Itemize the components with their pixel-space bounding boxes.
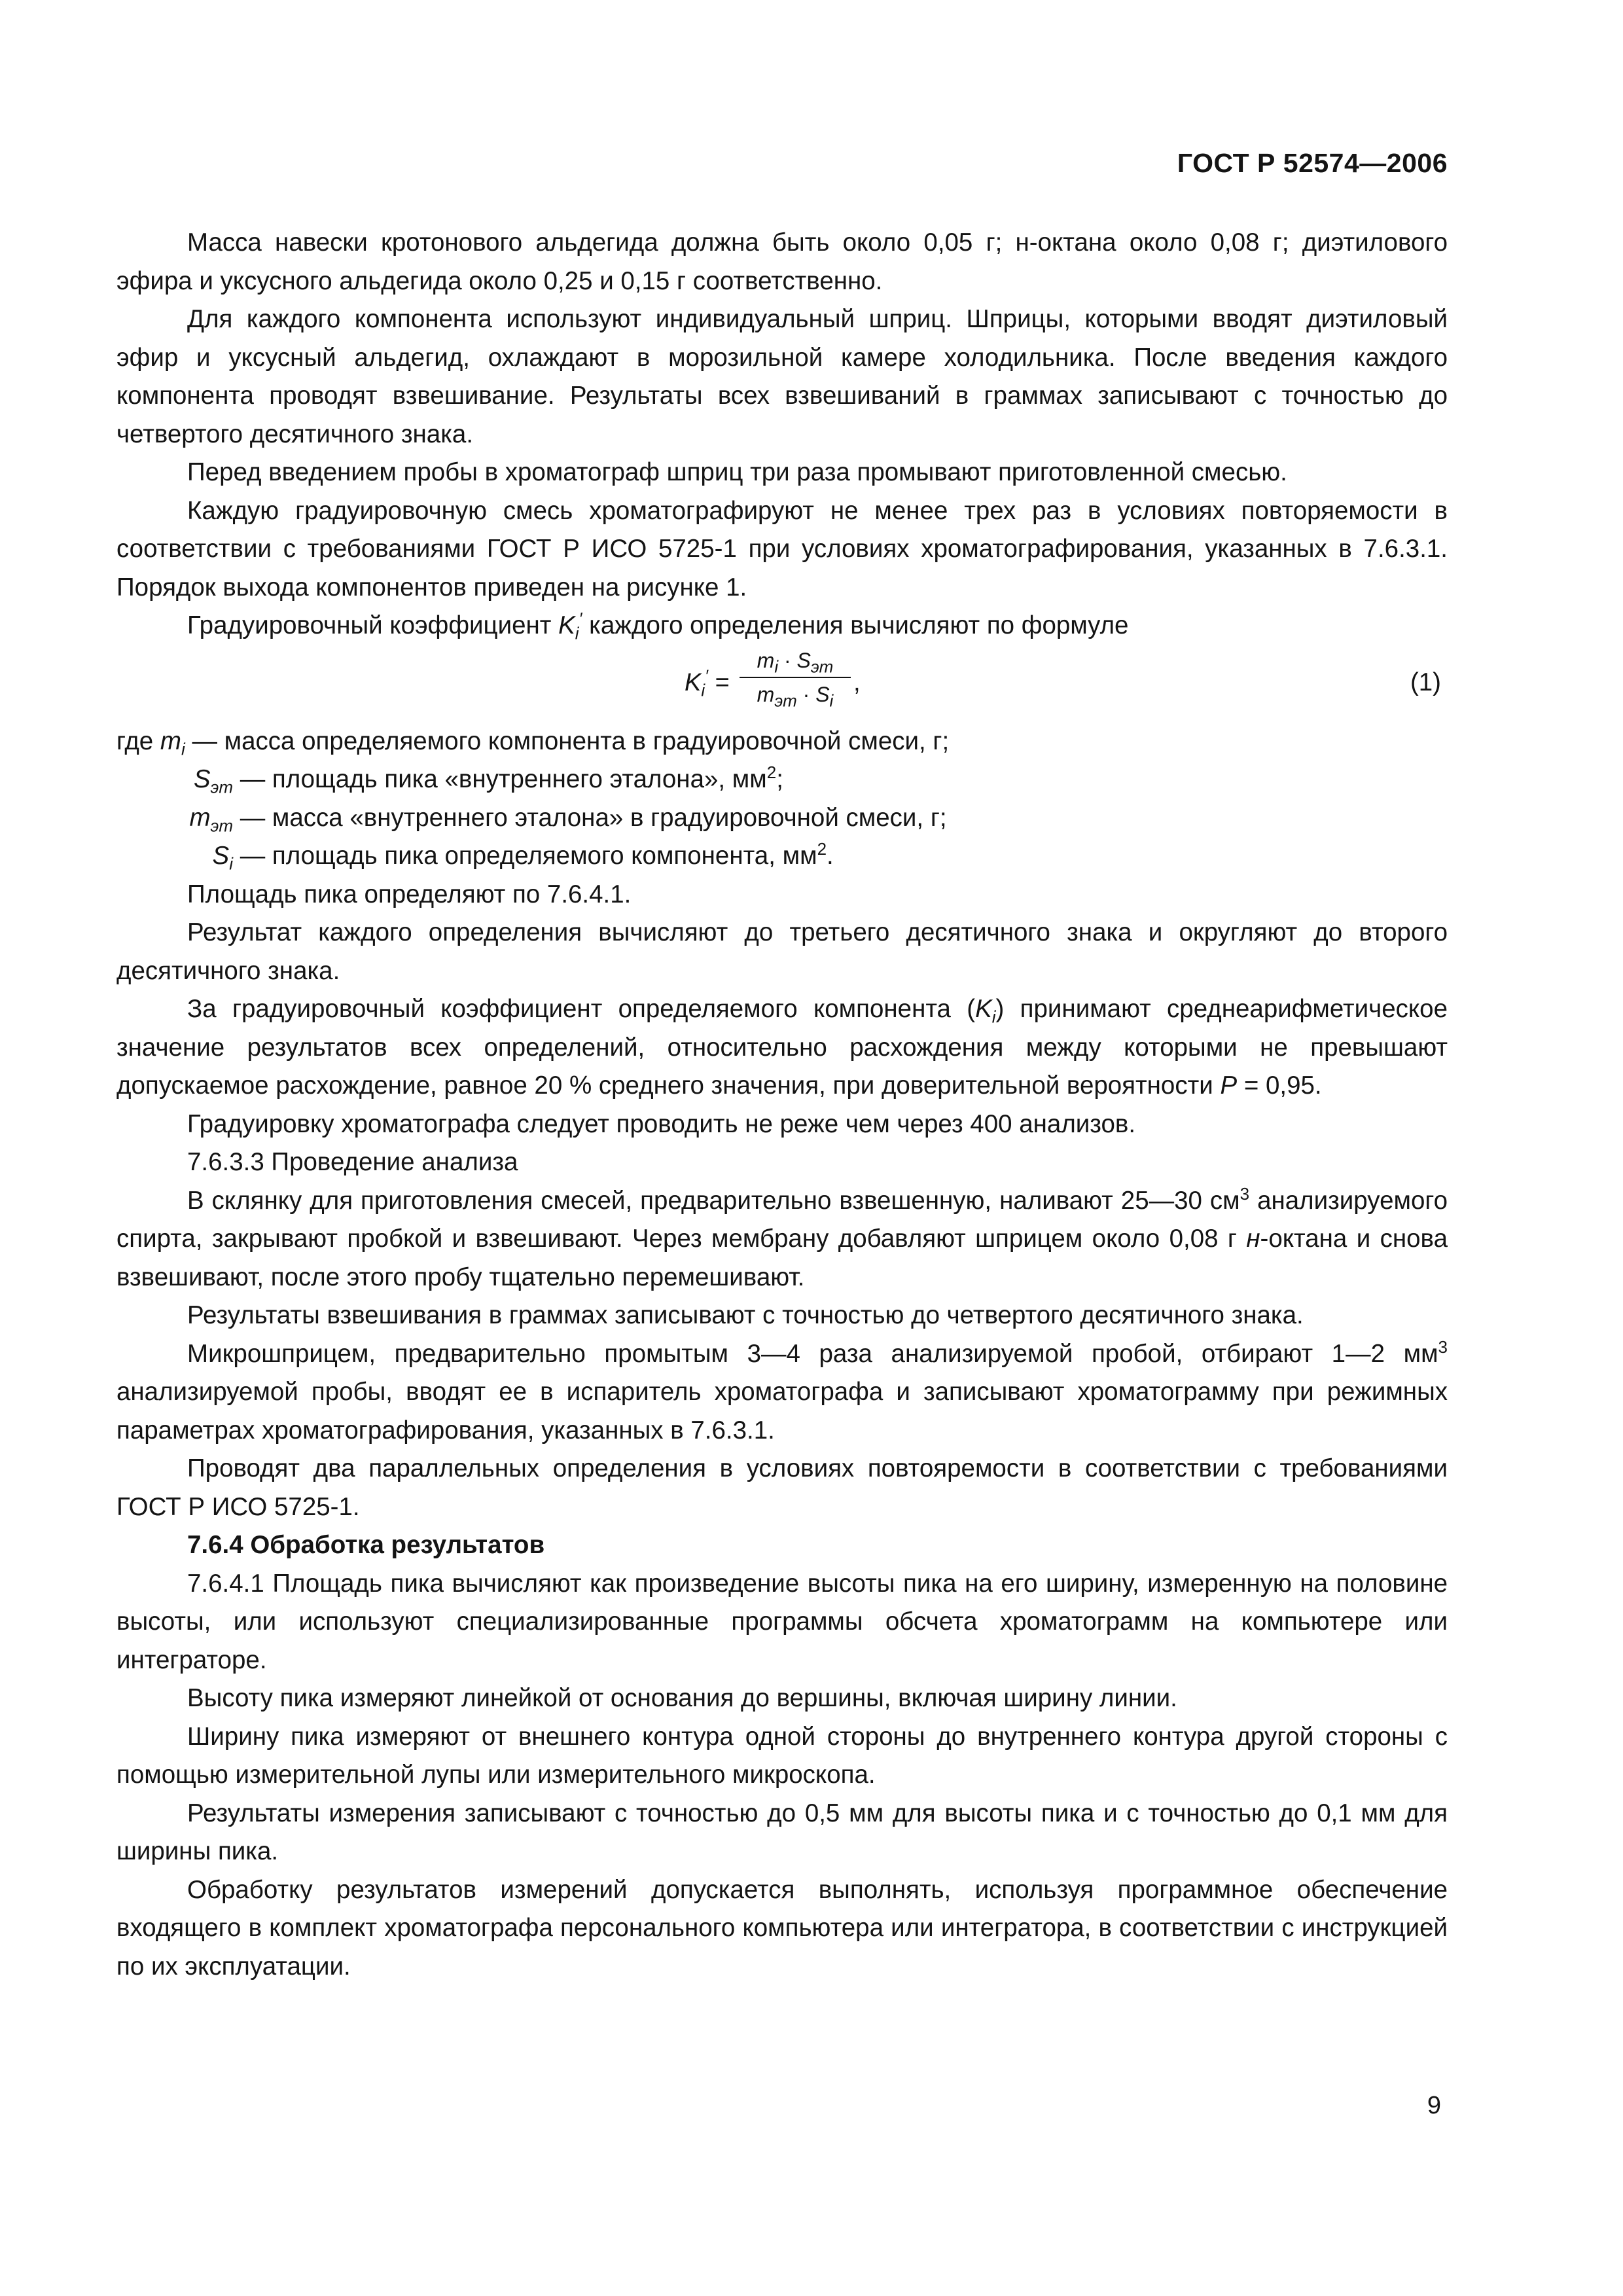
formula-numerator: $m_i \cdot S_{эт}$ bbox=[757, 648, 834, 676]
formula-expression: $K_i'$ = $m_i \cdot S_{эт}$ $m_{эт} \cdot S_i$ , bbox=[685, 645, 946, 723]
page-number: 9 bbox=[1427, 2092, 1441, 2119]
where-row-mi: где $m_i$ — масса определяемого компонента в градуировочной смеси, г; bbox=[116, 726, 950, 759]
fraction-bar bbox=[740, 677, 851, 678]
paragraph-peak-area-ref: Площадь пика определяют по 7.6.4.1. bbox=[187, 880, 632, 908]
paragraph-peak-width: Ширину пика измеряют от внешнего контура одной стороны до внутреннего контура другой стороны с помощью измерительной лупы или измерительного микроскопа. bbox=[116, 1722, 1448, 1789]
paragraph-calibration-frequency: Градуировку хроматографа следует проводить не реже чем через 400 анализов. bbox=[187, 1109, 1136, 1138]
paragraph-sample-prep: В склянку для приготовления смесей, предварительно взвешенную, наливают 25—30 $см^3$ анализируемого спирта, закрывают пробкой и взвешивают. Через мембрану добавляют шприцем около 0,08 г н-октана и снова взвешивают, после этого пробу тщательно перемешивают. bbox=[116, 1183, 1448, 1291]
where-row-met: $m_{эт}$ — масса «внутреннего эталона» в градуировочной смеси, г; bbox=[189, 803, 947, 836]
formula-denominator: $m_{эт} \cdot S_i$ bbox=[757, 682, 834, 710]
paragraph-mean-coefficient: За градуировочный коэффициент определяемого компонента $(K_i)$ принимают среднеарифметическое значение результатов всех определений, относительно расхождения между которыми не превышают допускаемое расхождение, равное 20 % среднего значения, при доверительной вероятности P = 0,95. bbox=[116, 995, 1448, 1100]
paragraph-microsyringe: Микрошприцем, предварительно промытым 3—4 раза анализируемой пробой, отбирают 1—2 $мм^3$ анализируемой пробы, вводят ее в испаритель хроматографа и записывают хроматограмму при режимных параметрах хроматографирования, указанных в 7.6.3.1. bbox=[116, 1336, 1448, 1444]
paragraph-weighing-precision: Результаты взвешивания в граммах записывают с точностью до четвертого десятичного знака. bbox=[187, 1301, 1304, 1329]
formula-1 bbox=[116, 645, 1448, 723]
paragraph-software-processing: Обработку результатов измерений допускается выполнять, используя программное обеспечение входящего в комплект хроматографа персонального компьютера или интегратора, в соответствии с инструкцией по их эксплуатации. bbox=[116, 1875, 1448, 1981]
paragraph-measurement-precision: Результаты измерения записывают с точностью до 0,5 мм для высоты пика и с точностью до 0,1 мм для ширины пика. bbox=[116, 1799, 1448, 1865]
standard-header: ГОСТ Р 52574—2006 bbox=[1177, 148, 1448, 178]
formula-fraction bbox=[740, 645, 851, 709]
paragraph-rounding: Результат каждого определения вычисляют до третьего десятичного знака и округляют до второго десятичного знака. bbox=[116, 918, 1448, 985]
formula-number: (1) bbox=[1410, 668, 1441, 696]
paragraph-syringe-rinse: Перед введением пробы в хроматограф шприц три раза промывают приготовленной смесью. bbox=[187, 458, 1287, 486]
paragraph-parallel-determinations: Проводят два параллельных определения в условиях повтояремости в соответствии с требованиями ГОСТ Р ИСО 5725-1. bbox=[116, 1454, 1448, 1521]
subsection-7633-title: 7.6.3.3 Проведение анализа bbox=[187, 1148, 518, 1176]
coefficient-symbol: $K_i'$ bbox=[558, 609, 582, 643]
paragraph-peak-area-calc: 7.6.4.1 Площадь пика вычисляют как произведение высоты пика на его ширину, измеренную на половине высоты, или используют специализированные программы обсчета хроматограмм на компьютере или интеграторе. bbox=[116, 1569, 1448, 1674]
page-body bbox=[116, 224, 1448, 1986]
paragraph-coefficient-intro: Градуировочный коэффициент $K_i'$ каждого определения вычисляют по формуле bbox=[187, 609, 1129, 643]
paragraph-calibration-runs: Каждую градуировочную смесь хроматографируют не менее трех раз в условиях повторяемости в соответствии с требованиями ГОСТ Р ИСО 5725-1 при условиях хроматографирования, указанных в 7.6.3.1. Порядок выхода компонентов приведен на рисунке 1. bbox=[116, 496, 1448, 601]
formula-lhs: $K_i'$ = bbox=[685, 665, 730, 700]
paragraph-peak-height: Высоту пика измеряют линейкой от основания до вершины, включая ширину линии. bbox=[187, 1684, 1177, 1712]
where-row-si: $S_i$ — площадь пика определяемого компонента, $мм^2$. bbox=[212, 839, 834, 874]
where-row-set: $S_{эт}$ — площадь пика «внутреннего эталона», $мм^2$; bbox=[193, 762, 783, 797]
section-764-title: 7.6.4 Обработка результатов bbox=[187, 1531, 545, 1559]
paragraph-sample-mass: Масса навески кротонового альдегида должна быть около 0,05 г; н-октана около 0,08 г; диэтилового эфира и уксусного альдегида около 0,25 и 0,15 г соответственно. bbox=[116, 228, 1448, 295]
paragraph-syringes: Для каждого компонента используют индивидуальный шприц. Шприцы, которыми вводят диэтиловый эфир и уксусный альдегид, охлаждают в морозильной камере холодильника. После введения каждого компонента проводят взвешивание. Результаты всех взвешиваний в граммах записывают с точностью до четвертого десятичного знака. bbox=[116, 305, 1448, 448]
